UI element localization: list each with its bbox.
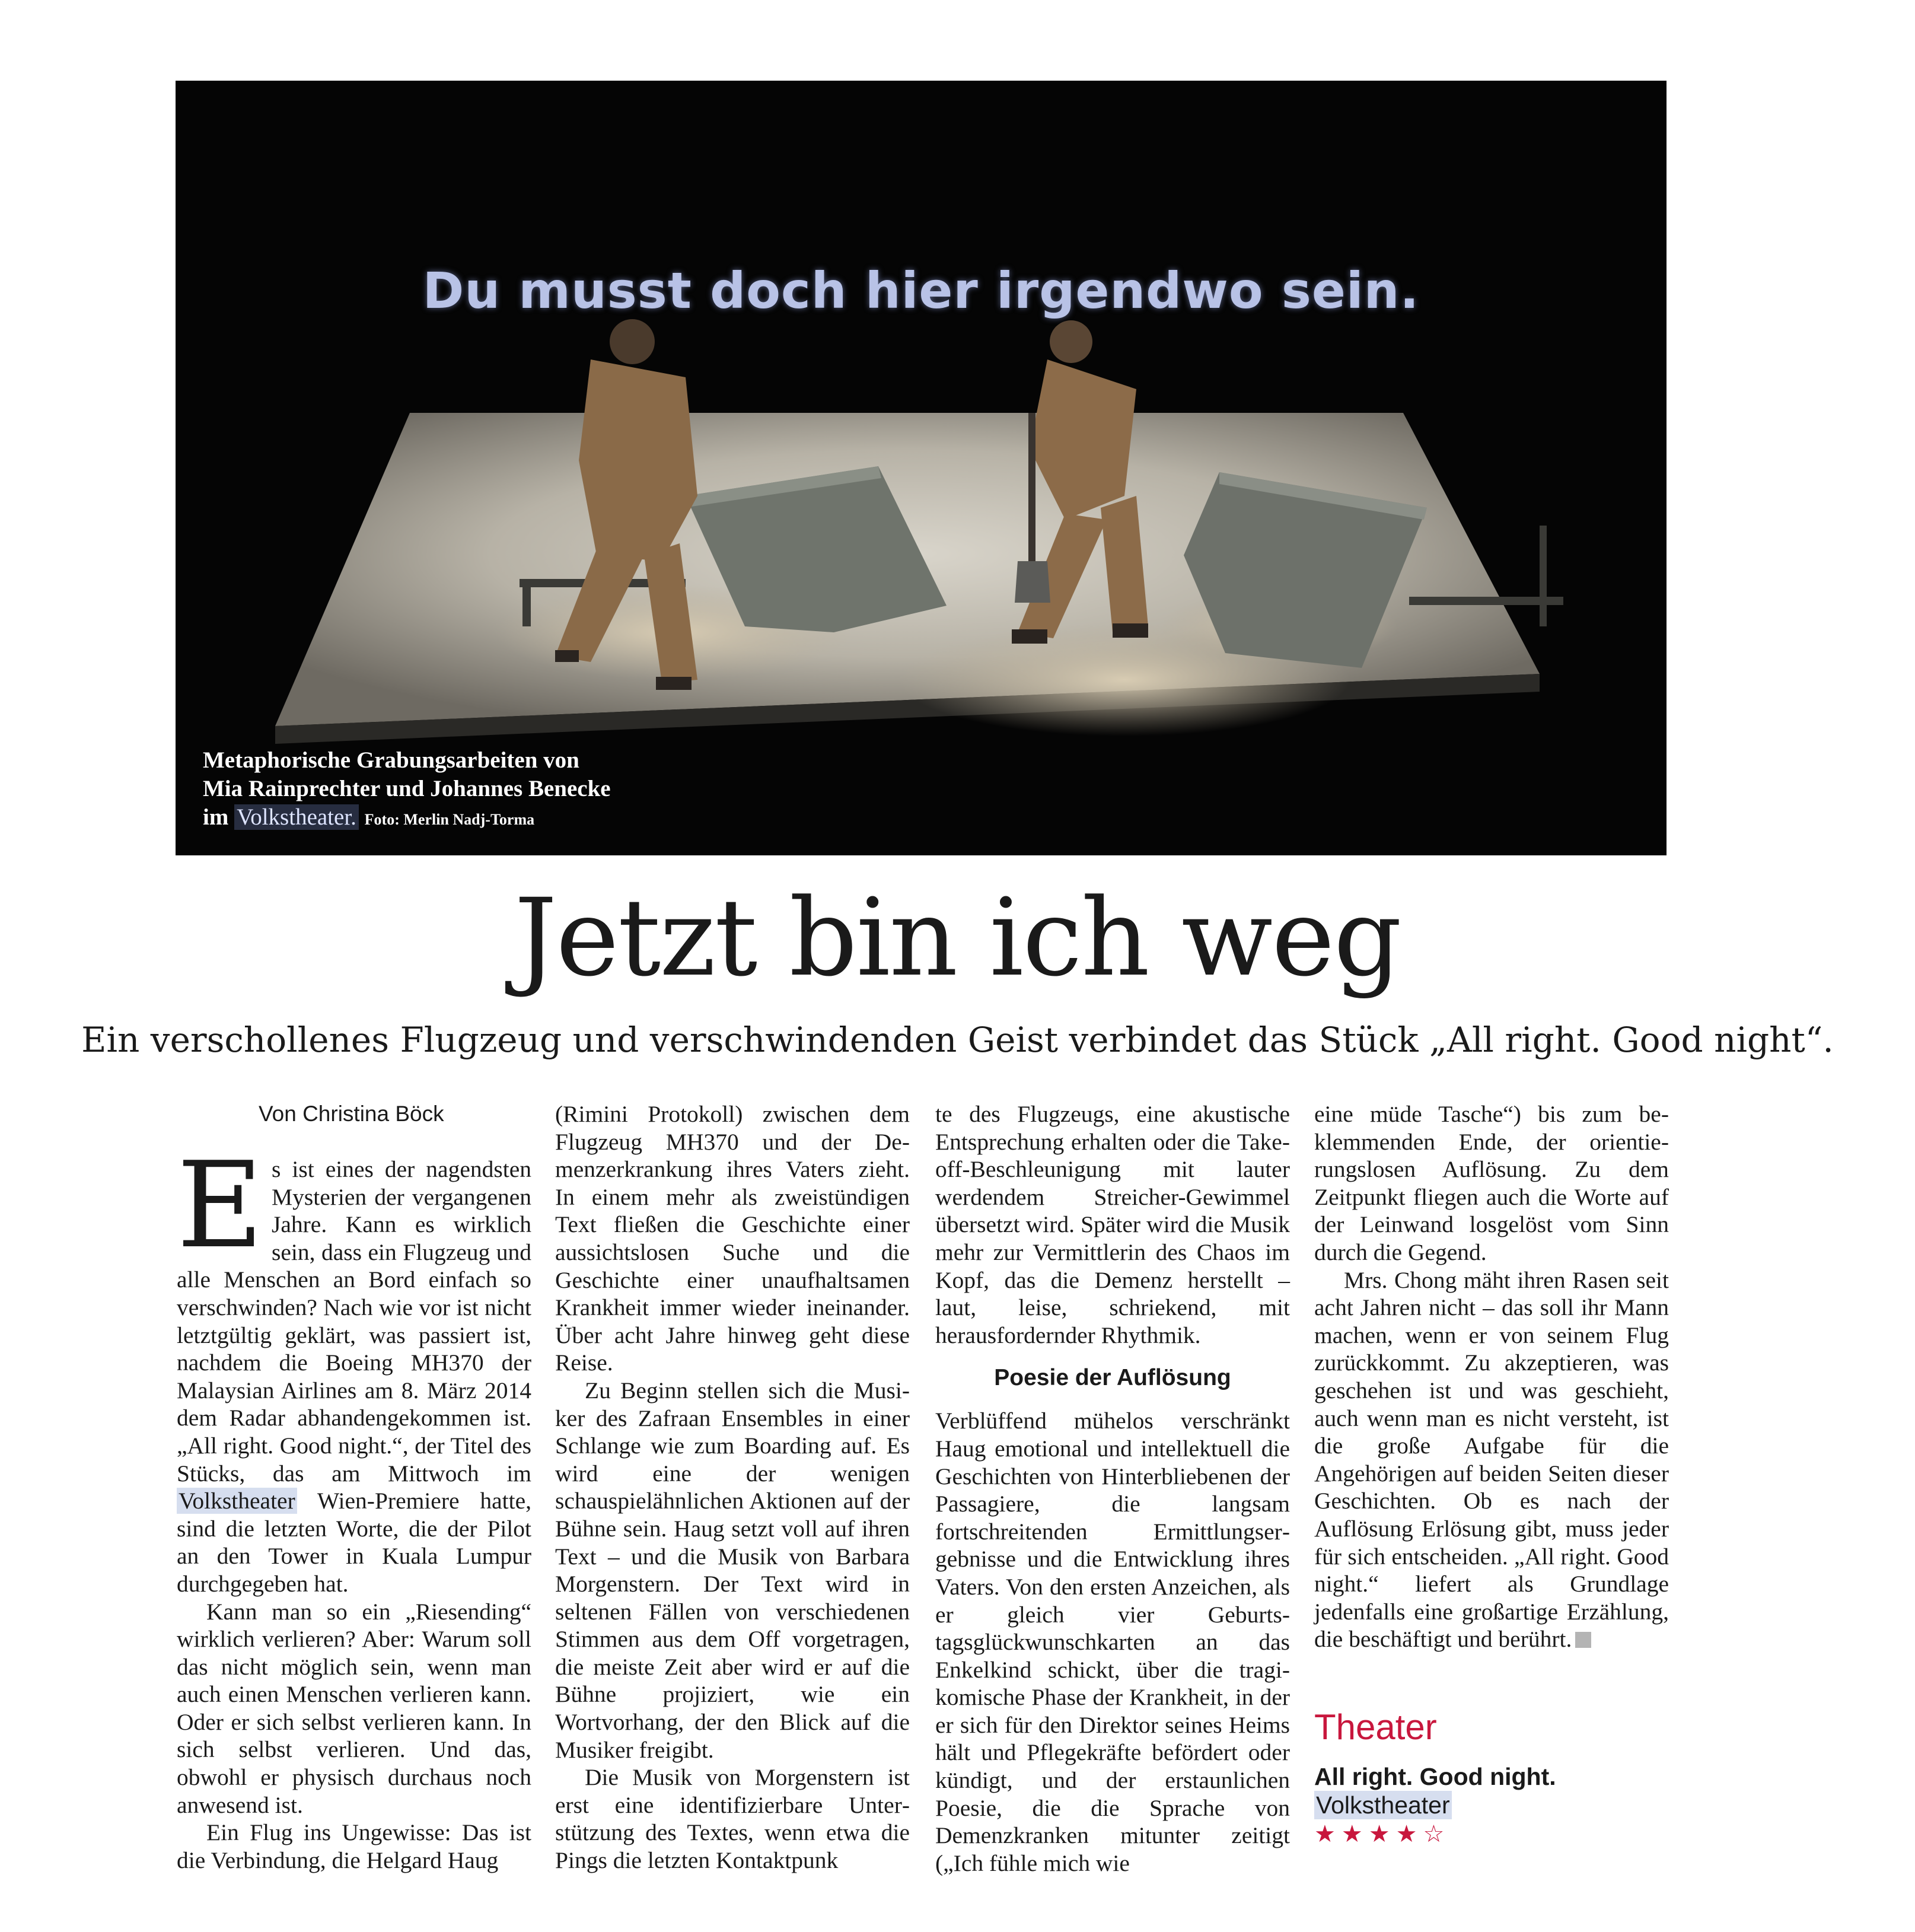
article-paragraph-7 bbox=[1314, 1266, 1669, 1653]
article-paragraph-6b: eine müde Tasche“) bis zum beklemmenden Ende, der orientierungslosen Auflösung. Zu dem Zeitpunkt fliegen auch die Worte auf der Leinwand losgelöst vom Sinn durch die Gegend. bbox=[1314, 1101, 1669, 1265]
article-paragraph-2: Kann man so ein „Riesending“ wirklich verlieren? Aber: Warum soll das nicht möglich sein, wenn man auch einen Menschen verlieren kann. Oder er sich selbst verlieren kann. In sich selbst verlieren. Und das, obwohl er physisch durchaus noch anwesend ist. bbox=[177, 1598, 531, 1818]
article-headline: Jetzt bin ich weg bbox=[514, 876, 1401, 1000]
caption-prefix: im bbox=[203, 804, 235, 830]
paragraph-1-text-a: s ist eines der nagendsten Mysterien der vergangenen Jahre. Kann es wirklich sein, dass ein Flugzeug und alle Menschen an Bord einfach so verschwinden? Nach wie vor ist nicht letztgültig geklärt, was passiert ist, nachdem die Boeing MH370 der Malaysian Airlines am 8. März 2014 dem Radar abhandengekommen ist. „All right. Good night.“, der Titel des Stücks, das am Mittwoch im bbox=[177, 1156, 531, 1487]
caption-line-1: Metaphorische Grabungsarbeiten von bbox=[203, 747, 579, 773]
article-paragraph-3a: Ein Flug ins Ungewisse: Das ist die Verbindung, die Helgard Haug bbox=[177, 1819, 531, 1873]
article-paragraph-4: Zu Beginn stellen sich die Musiker des Zafraan Ensembles in einer Schlange wie zum Boarding auf. Es wird eine der wenigen schauspielähnlichen Aktionen auf der Bühne sein. Haug setzt voll auf ihren Text – und die Musik von Barbara Morgenstern. Der Text wird in seltenen Fällen von verschiedenen Stimmen aus dem Off vorgetragen, die meiste Zeit aber wird er auf die Bühne projiziert, wie ein Wortvorhang, der den Blick auf die Musiker freigibt. bbox=[555, 1377, 910, 1763]
caption-line-3 bbox=[203, 803, 611, 834]
article-subheadline: Ein verschollenes Flugzeug und verschwindenden Geist verbindet das Stück „All right. Good night“. bbox=[81, 1020, 1834, 1060]
drop-cap: E bbox=[177, 1137, 263, 1275]
venue-link[interactable]: Volkstheater bbox=[177, 1488, 297, 1514]
article-column-3 bbox=[935, 1100, 1290, 1877]
projected-text: Du musst doch hier irgendwo sein. bbox=[422, 262, 1420, 320]
article-column-1 bbox=[177, 1100, 531, 1874]
infobox-venue-link[interactable]: Volkstheater bbox=[1314, 1791, 1452, 1819]
article-paragraph-5a: Die Musik von Morgenstern ist erst eine identifizierbare Unterstützung des Textes, wenn etwa die Pings die letzten Kontaktpunk bbox=[555, 1764, 910, 1874]
section-subhead: Poesie der Auflösung bbox=[994, 1365, 1231, 1391]
article-paragraph-5b: te des Flugzeugs, eine akustische Entsprechung erhalten oder die Take-off-Beschleunigung mit lauter werdendem Streicher-Gewimmel übersetzt wird. Später wird die Musik mehr zur Vermittlerin des Chaos im Kopf, das die Demenz herstellt – laut, leise, schriekend, mit herausfordernder Rhythmik. bbox=[935, 1101, 1290, 1348]
caption-venue-link[interactable]: Volkstheater. bbox=[234, 804, 359, 830]
end-of-article-mark bbox=[1575, 1632, 1591, 1648]
article-paragraph-1 bbox=[177, 1137, 531, 1598]
stage-photo bbox=[176, 81, 1667, 855]
paragraph-7-text: Mrs. Chong mäht ihren Rasen seit acht Jahren nicht – das soll ihr Mann machen, wenn er von seinem Flug zurückkommt. Zu akzeptieren, was geschehen ist und was geschieht, auch wenn man es nicht versteht, ist die große Aufgabe für die Angehörigen auf beiden Seiten dieser Geschichten. Ob es nach der Auflösung Erlösung gibt, muss jeder für sich entscheiden. „All right. Good night.“ liefert als Grundlage jedenfalls eine großartige Erzählung, die beschäftigt und berührt. bbox=[1314, 1266, 1669, 1653]
review-infobox bbox=[1314, 1708, 1669, 1850]
article-paragraph-3b: (Rimini Protokoll) zwischen dem Flugzeug MH370 und der Demenzerkrankung ihres Vaters zieht. In einem mehr als zweistündigen Text fließen die Geschichte einer aussichtslosen Suche und die Geschichte einer unaufhaltsamen Krankheit immer wieder ineinander. Über acht Jahre hinweg geht diese Reise. bbox=[555, 1101, 910, 1376]
photo-caption bbox=[203, 746, 611, 834]
article-paragraph-6a: Verblüffend mühelos verschränkt Haug emotional und intellektuell die Geschichten von Hinterbliebenen der Passagiere, die langsam fortschreitenden Ermittlungsergebnisse und die Entwicklung ihres Vaters. Von den ersten Anzeichen, als er gleich vier Geburtstagsglückwunschkarten an das Enkelkind schickt, über die tragikomische Phase der Krankheit, in der er sich für den Direktor seines Heims hält und Pflegekräfte befördert oder kündigt, und der erstaunlichen Poesie, die die Sprache von Demenzkranken mitunter zeitigt („Ich fühle mich wie bbox=[935, 1408, 1290, 1876]
rating-stars: ★★★★☆ bbox=[1314, 1820, 1451, 1848]
infobox-category-label: Theater bbox=[1314, 1707, 1437, 1747]
caption-line-2: Mia Rainprechter und Johannes Benecke bbox=[203, 776, 611, 801]
paragraph-1-text-b: Wien-Premiere hatte, sind die letzten Worte, die der Pilot an den Tower in Kuala Lumpur durchgegeben hat. bbox=[177, 1488, 531, 1597]
article-column-2 bbox=[555, 1100, 910, 1874]
byline: Von Christina Böck bbox=[259, 1102, 444, 1126]
stage-scene-illustration bbox=[176, 81, 1667, 855]
infobox-play-title: All right. Good night. bbox=[1314, 1762, 1556, 1790]
article-column-4 bbox=[1314, 1100, 1669, 1849]
photo-credit: Foto: Merlin Nadj-Torma bbox=[364, 811, 535, 828]
